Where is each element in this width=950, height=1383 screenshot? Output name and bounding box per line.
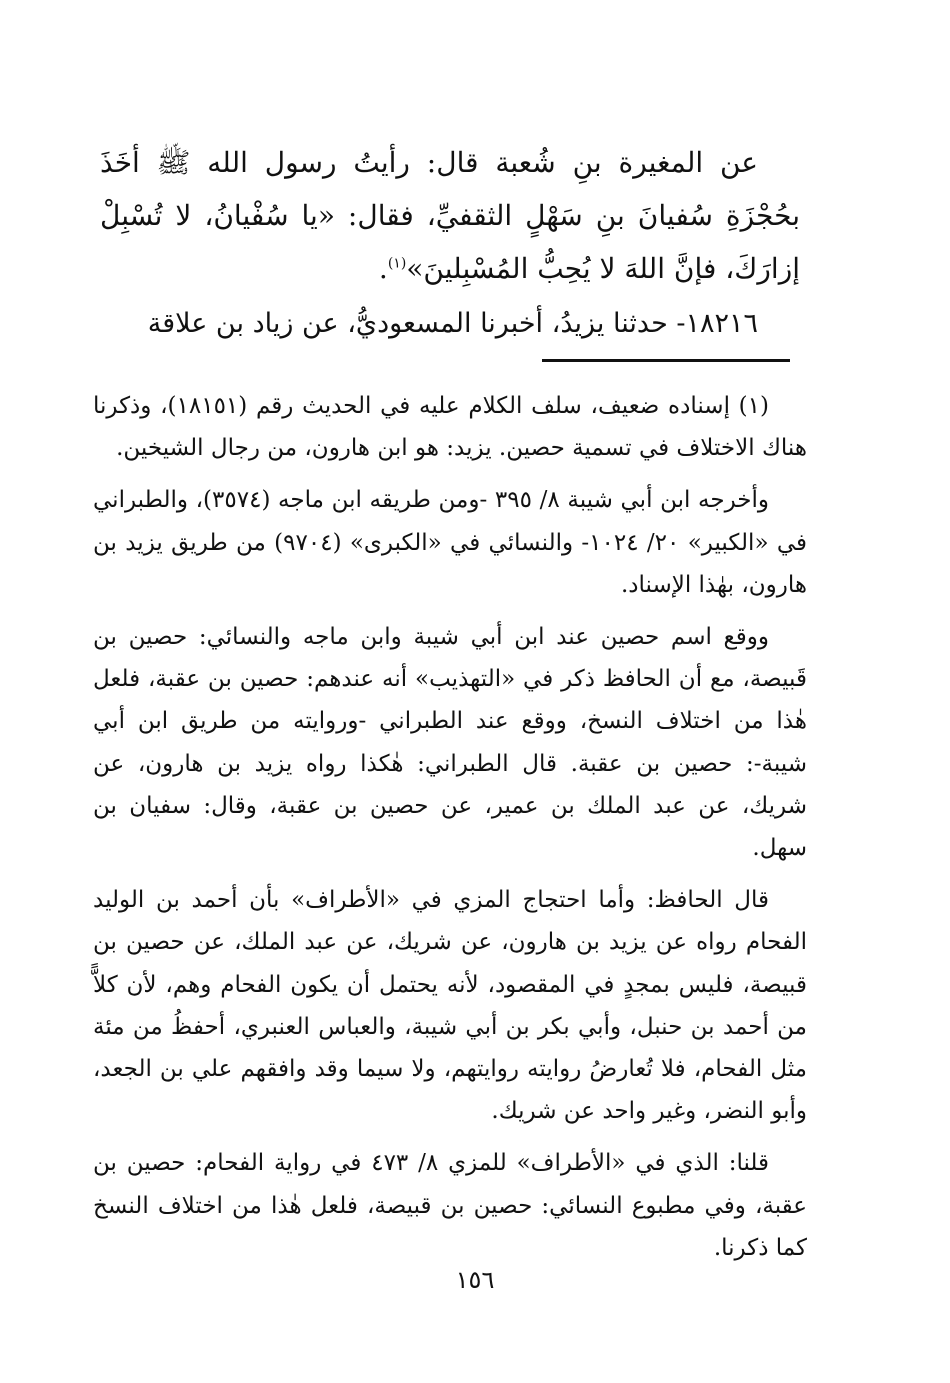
footnote-paragraph: (١) إسناده ضعيف، سلف الكلام عليه في الحديث رقم (١٨١٥١)، وذكرنا هناك الاختلاف في تسمية حصين. يزيد: هو ابن هارون، من رجال الشيخين. <box>93 393 807 462</box>
footnote-divider <box>542 359 790 362</box>
next-hadith-heading: ١٨٢١٦- حدثنا يزيدُ، أخبرنا المسعوديُّ، عن زياد بن علاقة <box>147 308 758 339</box>
footnote-paragraph: ووقع اسم حصين عند ابن أبي شيبة وابن ماجه والنسائي: حصين بن قَبيصة، مع أن الحافظ ذكر في «التهذيب» أنه عندهم: حصين بن عقبة، فلعل هٰذا من اختلاف النسخ، ووقع عند الطبراني -وروايته من طريق ابن أبي شيبة-: حصين بن عقبة. قال الطبراني: هٰكذا رواه يزيد بن هارون، عن شريك، عن عبد الملك بن عمير، عن حصين بن عقبة، وقال: سفيان بن سهل. <box>93 624 807 862</box>
page-number: ١٥٦ <box>455 1266 495 1294</box>
footnote-paragraph: وأخرجه ابن أبي شيبة ٨/ ٣٩٥ -ومن طريقه ابن ماجه (٣٥٧٤)، والطبراني في «الكبير» ٢٠/ ١٠٢٤- والنسائي في «الكبرى» (٩٧٠٤) من طريق يزيد بن هارون، بهٰذا الإسناد. <box>93 487 808 598</box>
hadith-paragraph <box>100 136 800 295</box>
footnote-paragraph: قلنا: الذي في «الأطراف» للمزي ٨/ ٤٧٣ في رواية الفحام: حصين بن عقبة، وفي مطبوع النسائي: حصين بن قبيصة، فلعل هٰذا من اختلاف النسخ كما ذكرنا. <box>93 1150 807 1261</box>
hadith-text: عن المغيرة بنِ شُعبة قال: رأيتُ رسول الله ﷺ أخَذَ بحُجْزَةِ سُفيانَ بنِ سَهْلٍ الثقفيِّ، فقال: «يا سُفْيانُ، لا تُسْبِلْ إزارَكَ، فإنَّ اللهَ لا يُحِبُّ المُسْبِلينَ» <box>100 146 800 285</box>
footnotes-section <box>93 385 807 1279</box>
footnote-paragraph: قال الحافظ: وأما احتجاج المزي في «الأطراف» بأن أحمد بن الوليد الفحام رواه عن يزيد بن هارون، عن شريك، عن عبد الملك، عن حصين بن قبيصة، فليس بمجدٍ في المقصود، لأنه يحتمل أن يكون الفحام وهم، لأن كلاًّ من أحمد بن حنبل، وأبي بكر بن أبي شيبة، والعباس العنبري، أحفظُ من مئة مثل الفحام، فلا تُعارضُ روايته روايتهم، ولا سيما وقد وافقهم علي بن الجعد، وأبو النضر، وغير واحد عن شريك. <box>93 887 807 1125</box>
main-text <box>100 136 800 350</box>
hadith-end: . <box>378 252 388 285</box>
footnote-reference[interactable]: (١) <box>387 255 407 272</box>
